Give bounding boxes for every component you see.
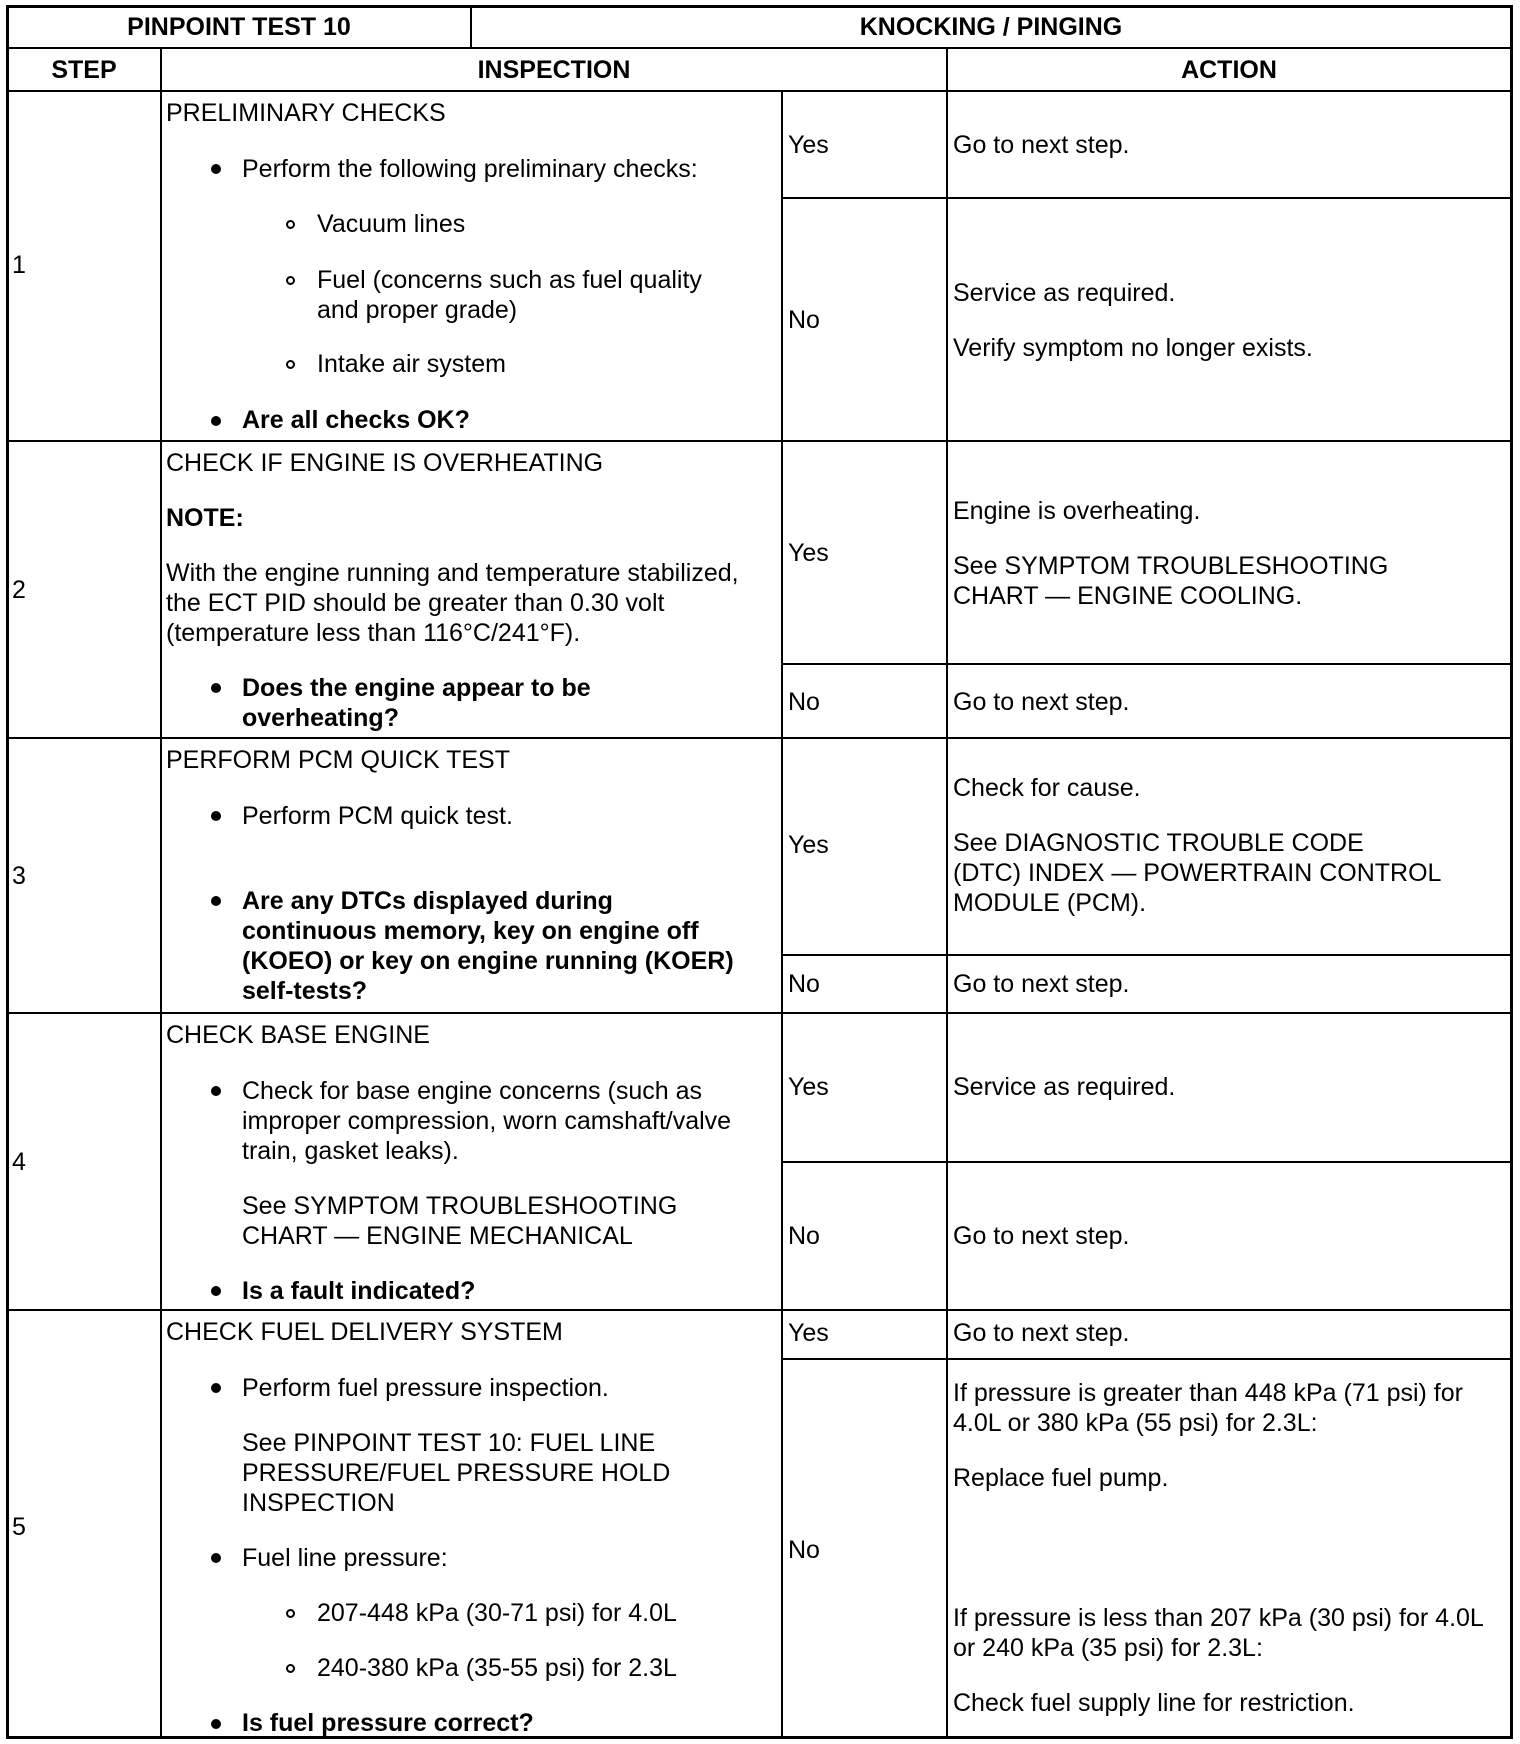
no-label: No (788, 1222, 820, 1250)
no-action: Check fuel supply line for restriction. (953, 1689, 1355, 1717)
circle-bullet-icon (286, 220, 295, 229)
inspection-line: Intake air system (317, 350, 506, 378)
header-action: ACTION (1181, 56, 1277, 84)
step-title: PERFORM PCM QUICK TEST (166, 746, 511, 774)
inspection-question: continuous memory, key on engine off (242, 917, 699, 945)
no-action: If pressure is less than 207 kPa (30 psi) for 4.0L (953, 1604, 1484, 1632)
note-text: (temperature less than 116°C/241°F). (166, 619, 581, 647)
inspection-question: Is fuel pressure correct? (242, 1709, 534, 1737)
table-border-left (6, 5, 9, 1739)
inspection-line: CHART — ENGINE MECHANICAL (242, 1222, 633, 1250)
inspection-line: Perform PCM quick test. (242, 802, 513, 830)
step-divider-1-2 (6, 440, 1513, 442)
inspection-question: overheating? (242, 704, 399, 732)
step-number: 2 (12, 576, 26, 604)
inspection-line: 207-448 kPa (30-71 psi) for 4.0L (317, 1599, 677, 1627)
yes-action: See SYMPTOM TROUBLESHOOTING (953, 552, 1389, 580)
table-border-right (1510, 5, 1513, 1739)
step-title: CHECK FUEL DELIVERY SYSTEM (166, 1318, 563, 1346)
no-action: Service as required. (953, 279, 1176, 307)
table-border-top (6, 5, 1513, 8)
yes-action: MODULE (PCM). (953, 889, 1147, 917)
inspection-line: and proper grade) (317, 296, 518, 324)
circle-bullet-icon (286, 1609, 295, 1618)
inspection-line: 240-380 kPa (35-55 psi) for 2.3L (317, 1654, 677, 1682)
header-step: STEP (51, 56, 117, 84)
yes-label: Yes (788, 1319, 829, 1347)
circle-bullet-icon (286, 1664, 295, 1673)
no-action: or 240 kPa (35 psi) for 2.3L: (953, 1634, 1263, 1662)
step-title: CHECK BASE ENGINE (166, 1021, 430, 1049)
step-number: 3 (12, 862, 26, 890)
inspection-line: Perform the following preliminary checks: (242, 155, 698, 183)
inspection-line: Perform fuel pressure inspection. (242, 1374, 609, 1402)
inspection-question: Is a fault indicated? (242, 1277, 476, 1305)
yes-action: Check for cause. (953, 774, 1141, 802)
yes-action: CHART — ENGINE COOLING. (953, 582, 1303, 610)
step-divider-2-3 (6, 737, 1513, 739)
yes-label: Yes (788, 1073, 829, 1101)
inspection-line: Check for base engine concerns (such as (242, 1077, 702, 1105)
bullet-icon (211, 1286, 221, 1296)
result-column-divider (781, 90, 783, 1739)
yes-label: Yes (788, 539, 829, 567)
inspection-line: INSPECTION (242, 1489, 395, 1517)
bullet-icon (211, 1553, 221, 1563)
step-divider-4-5 (6, 1309, 1513, 1311)
action-column-divider (946, 47, 948, 1739)
step-divider-3-4 (6, 1012, 1513, 1014)
no-action: 4.0L or 380 kPa (55 psi) for 2.3L: (953, 1409, 1318, 1437)
bullet-icon (211, 1719, 221, 1729)
inspection-question: self-tests? (242, 977, 368, 1005)
inspection-line: improper compression, worn camshaft/valve (242, 1107, 732, 1135)
note-text: With the engine running and temperature stabilized, (166, 559, 739, 587)
no-action: Go to next step. (953, 688, 1130, 716)
yes-action: See DIAGNOSTIC TROUBLE CODE (953, 829, 1364, 857)
inspection-line: Vacuum lines (317, 210, 466, 238)
note-label: NOTE: (166, 504, 244, 532)
yes-no-divider-2 (781, 663, 1513, 665)
inspection-question: Are all checks OK? (242, 406, 470, 434)
inspection-question: Does the engine appear to be (242, 674, 591, 702)
no-action: Replace fuel pump. (953, 1464, 1169, 1492)
yes-action: (DTC) INDEX — POWERTRAIN CONTROL (953, 859, 1442, 887)
inspection-line: train, gasket leaks). (242, 1137, 459, 1165)
no-action: Verify symptom no longer exists. (953, 334, 1313, 362)
no-label: No (788, 970, 820, 998)
inspection-line: Fuel line pressure: (242, 1544, 448, 1572)
circle-bullet-icon (286, 276, 295, 285)
yes-action: Go to next step. (953, 1319, 1130, 1347)
title-right: KNOCKING / PINGING (859, 13, 1123, 41)
inspection-question: Are any DTCs displayed during (242, 887, 613, 915)
circle-bullet-icon (286, 360, 295, 369)
inspection-line: PRESSURE/FUEL PRESSURE HOLD (242, 1459, 671, 1487)
table-border-bottom (6, 1736, 1513, 1739)
no-label: No (788, 306, 820, 334)
bullet-icon (211, 1383, 221, 1393)
note-text: the ECT PID should be greater than 0.30 volt (166, 589, 665, 617)
title-row-divider (6, 47, 1513, 49)
no-action: If pressure is greater than 448 kPa (71 psi) for (953, 1379, 1463, 1407)
yes-action: Engine is overheating. (953, 497, 1201, 525)
bullet-icon (211, 811, 221, 821)
header-inspection: INSPECTION (477, 56, 631, 84)
step-title: CHECK IF ENGINE IS OVERHEATING (166, 449, 604, 477)
no-label: No (788, 1536, 820, 1564)
no-label: No (788, 688, 820, 716)
step-column-divider (160, 47, 162, 1739)
step-number: 1 (12, 251, 26, 279)
yes-label: Yes (788, 831, 829, 859)
inspection-line: Fuel (concerns such as fuel quality (317, 266, 702, 294)
bullet-icon (211, 683, 221, 693)
yes-no-divider-5 (781, 1358, 1513, 1360)
inspection-question: (KOEO) or key on engine running (KOER) (242, 947, 734, 975)
yes-no-divider-4 (781, 1161, 1513, 1163)
inspection-line: See SYMPTOM TROUBLESHOOTING (242, 1192, 678, 1220)
bullet-icon (211, 896, 221, 906)
header-row-divider (6, 90, 1513, 92)
yes-no-divider-1 (781, 197, 1513, 199)
title-left: PINPOINT TEST 10 (127, 13, 351, 41)
bullet-icon (211, 416, 221, 426)
bullet-icon (211, 1086, 221, 1096)
no-action: Go to next step. (953, 1222, 1130, 1250)
yes-action: Go to next step. (953, 131, 1130, 159)
yes-no-divider-3 (781, 954, 1513, 956)
step-number: 5 (12, 1513, 26, 1541)
no-action: Go to next step. (953, 970, 1130, 998)
inspection-line: See PINPOINT TEST 10: FUEL LINE (242, 1429, 656, 1457)
step-title: PRELIMINARY CHECKS (166, 99, 446, 127)
yes-action: Service as required. (953, 1073, 1176, 1101)
bullet-icon (211, 164, 221, 174)
step-number: 4 (12, 1148, 26, 1176)
yes-label: Yes (788, 131, 829, 159)
